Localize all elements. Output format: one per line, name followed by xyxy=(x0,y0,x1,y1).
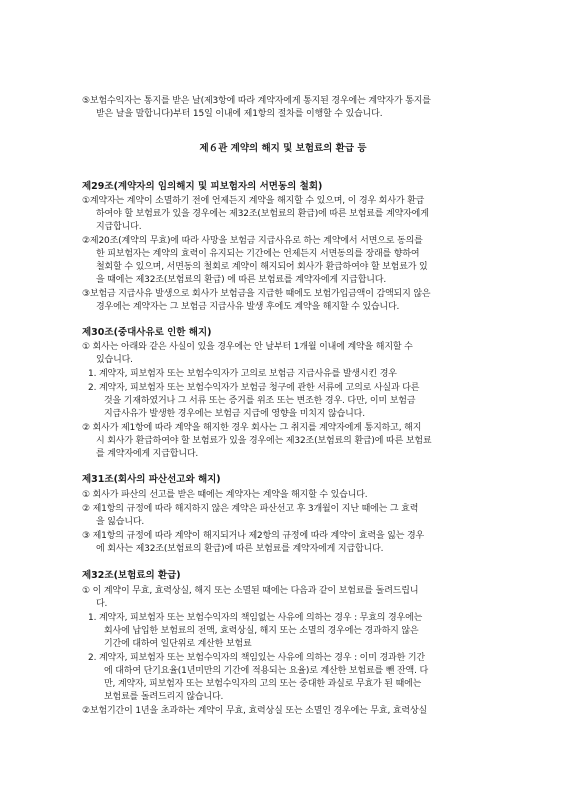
article-29-line: ②제20조(계약의 무효)에 따라 사망을 보험금 지급사유로 하는 계약에서 서면으로 동의를 xyxy=(82,236,423,246)
article-30-line: 것을 기재하였거나 그 서류 또는 증거를 위조 또는 변조한 경우. 다만, 이미 보험금 xyxy=(104,396,416,406)
article-29-line: 을 때에는 제32조(보험료의 환급) 에 따른 보험료를 계약자에게 지급합니다. xyxy=(96,275,387,285)
article-31-line: ② 제1항의 규정에 따라 해지하지 않은 계약은 파산선고 후 3개월이 지난 때에는 그 효력 xyxy=(82,504,419,514)
article-30-line: 지급사유가 발생한 경우에는 보험금 지급에 영향을 미치지 않습니다. xyxy=(104,409,365,419)
article-29-line: 하여야 할 보험료가 있을 경우에는 제32조(보험료의 환급)에 따른 보험료를 계약자에게 xyxy=(96,209,429,219)
article-29-line: ③보험금 지급사유 발생으로 회사가 보험금을 지급한 때에도 보험가입금액이 감액되지 않은 xyxy=(82,289,431,299)
article-32-line: 보험료를 돌려드리지 않습니다. xyxy=(104,692,224,702)
article-30-line: 있습니다. xyxy=(96,355,133,365)
article-29-line: 지급합니다. xyxy=(96,222,142,232)
article-29-line: ①계약자는 계약이 소멸하기 전에 언제든지 계약을 해지할 수 있으며, 이 경우 회사가 환급 xyxy=(82,196,425,206)
article-31-title: 제31조(회사의 파산선고와 해지) xyxy=(82,474,221,485)
article-31-line: ① 회사가 파산의 선고를 받은 때에는 계약자는 계약을 해지할 수 있습니다. xyxy=(82,490,368,500)
article-32-line: 에 대하여 단기요율(1년미만의 기간에 적용되는 요율)로 계산한 보험료를 뺀 잔액. 다 xyxy=(104,666,429,676)
article-32-line: ① 이 계약이 무효, 효력상실, 해지 또는 소멸된 때에는 다음과 같이 보험료를 돌려드립니 xyxy=(82,586,419,596)
article-32-line: 만, 계약자, 피보험자 또는 보험수익자의 고의 또는 중대한 과실로 무효가 된 때에는 xyxy=(104,679,422,689)
article-30-line: 시 회사가 환급하여야 할 보험료가 있을 경우에는 제32조(보험료의 환급)에 따른 보험료 xyxy=(96,436,432,446)
article-31-line: 에 회사는 제32조(보험료의 환급)에 따른 보험료를 계약자에게 지급합니다. xyxy=(96,544,384,554)
article-31-line: ③ 제1항의 규정에 따라 계약이 해지되거나 제2항의 규정에 따라 계약이 효력을 잃는 경우 xyxy=(82,531,425,541)
article-32-line: ②보험기간이 1년을 초과하는 계약이 무효, 효력상실 또는 소멸인 경우에는 무효, 효력상실 xyxy=(82,706,428,716)
article-29-line: 철회할 수 있으며, 서면동의 철회로 계약이 해지되어 회사가 환급하여야 할 보험료가 있 xyxy=(96,262,428,272)
article-32-line: 회사에 납입한 보험료의 전액, 효력상실, 해지 또는 소멸의 경우에는 경과하지 않은 xyxy=(104,626,419,636)
article-31-line: 을 잃습니다. xyxy=(96,517,145,527)
chapter-title: 제６관 계약의 해지 및 보험료의 환급 등 xyxy=(199,143,367,154)
article-30-title: 제30조(중대사유로 인한 해지) xyxy=(82,327,212,338)
article-32-title: 제32조(보험료의 환급) xyxy=(82,570,181,581)
article-32-line: 다. xyxy=(96,599,108,609)
article-29-line: 경우에는 계약자는 그 보험금 지급사유 발생 후에도 계약을 해지할 수 있습니다. xyxy=(96,302,400,312)
article-30-line: 를 계약자에게 지급합니다. xyxy=(96,449,199,459)
article-30-line: 2. 계약자, 피보험자 또는 보험수익자가 보험금 청구에 관한 서류에 고의로 사실과 다른 xyxy=(88,383,420,393)
article-30-line: ② 회사가 제1항에 따라 계약을 해지한 경우 회사는 그 취지를 계약자에게 통지하고, 해지 xyxy=(82,423,422,433)
article-32-line: 2. 계약자, 피보험자 또는 보험수익자의 책임있는 사유에 의하는 경우 : 이미 경과한 기간 xyxy=(88,653,425,663)
article-30-line: ① 회사는 아래와 같은 사실이 있을 경우에는 안 날부터 1개월 이내에 계약을 해지할 수 xyxy=(82,342,413,352)
intro-line-2: 받은 날을 말합니다)부터 15일 이내에 제1항의 절차를 이행할 수 있습니다. xyxy=(96,109,383,119)
article-30-line: 1. 계약자, 피보험자 또는 보험수익자가 고의로 보험금 지급사유를 발생시킨 경우 xyxy=(88,369,397,379)
article-29-line: 한 피보험자는 계약의 효력이 유지되는 기간에는 언제든지 서면동의를 장래를 향하여 xyxy=(96,249,420,259)
intro-line-1: ⑤보험수익자는 통지를 받은 날(제3항에 따라 계약자에게 통지된 경우에는 계약자가 통지를 xyxy=(82,96,431,106)
article-32-line: 기간에 대하여 일단위로 계산한 보험료 xyxy=(104,639,252,649)
article-32-line: 1. 계약자, 피보험자 또는 보험수익자의 책임없는 사유에 의하는 경우 : 무효의 경우에는 xyxy=(88,613,423,623)
article-29-title: 제29조(계약자의 임의해지 및 피보험자의 서면동의 철회) xyxy=(82,181,323,192)
